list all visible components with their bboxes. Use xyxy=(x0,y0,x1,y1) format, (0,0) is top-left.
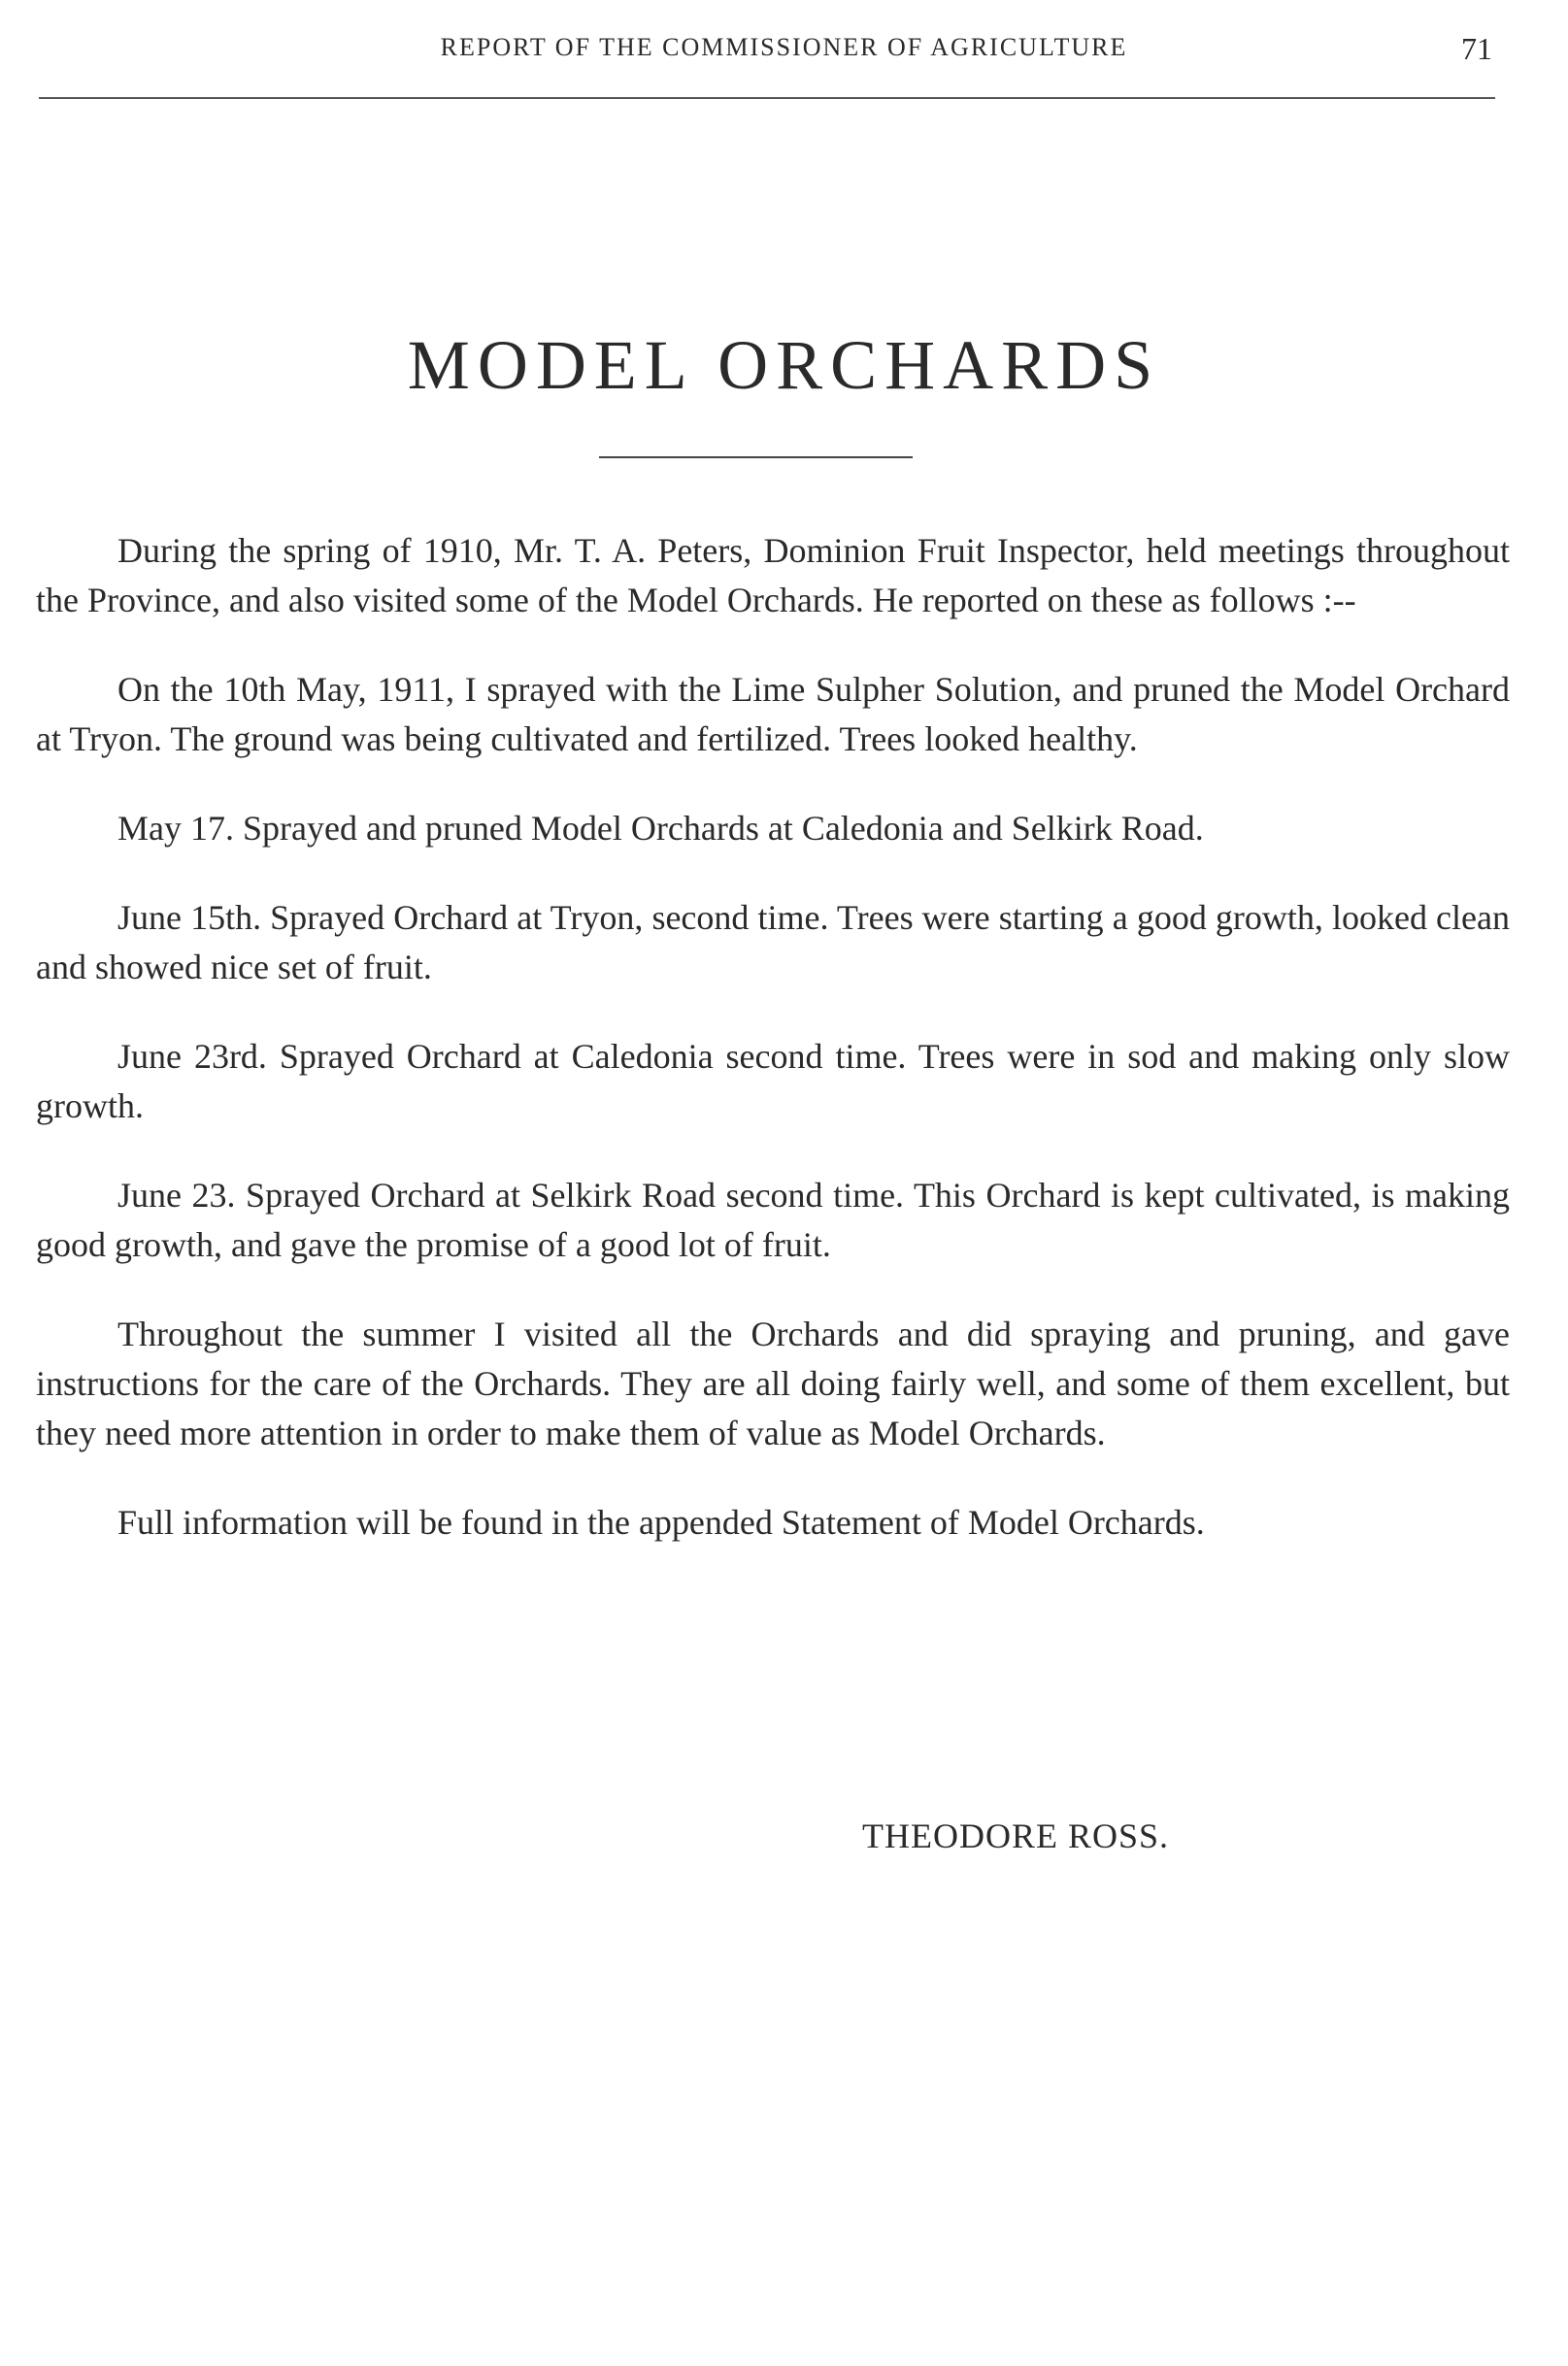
paragraph-may-17: May 17. Sprayed and pruned Model Orchards at Caledonia and Selkirk Road. xyxy=(117,809,1204,848)
page-number: 71 xyxy=(1461,31,1492,66)
body-text xyxy=(36,526,1510,1587)
paragraph-full-information: Full information will be found in the appended Statement of Model Orchards. xyxy=(117,1503,1205,1542)
paragraph-may-10: On the 10th May, 1911, I sprayed with the Lime Sulpher Solution, and pruned the Model Orchard at Tryon. The ground was being cultivated and fertilized. Trees looked healthy. xyxy=(36,670,1510,758)
paragraph-summer: Throughout the summer I visited all the Orchards and did spraying and pruning, and gave instructions for the care of the Orchards. They are all doing fairly well, and some of them excellent, but they need more attention in order to make them of value as Model Orchards. xyxy=(36,1315,1510,1452)
paragraph-june-23rd: June 23rd. Sprayed Orchard at Caledonia second time. Trees were in sod and making only slow growth. xyxy=(36,1037,1510,1125)
paragraph-intro: During the spring of 1910, Mr. T. A. Peters, Dominion Fruit Inspector, held meetings throughout the Province, and also visited some of the Model Orchards. He reported on these as follows :-- xyxy=(36,531,1510,619)
header-rule xyxy=(39,97,1495,99)
running-title: REPORT OF THE COMMISSIONER OF AGRICULTURE xyxy=(440,33,1128,61)
title-rule xyxy=(599,456,913,458)
paragraph-june-15: June 15th. Sprayed Orchard at Tryon, second time. Trees were starting a good growth, looked clean and showed nice set of fruit. xyxy=(36,898,1510,986)
signature: THEODORE ROSS. xyxy=(862,1816,1170,1855)
running-head xyxy=(0,33,1568,72)
page-title: MODEL ORCHARDS xyxy=(407,326,1161,404)
paragraph-june-23: June 23. Sprayed Orchard at Selkirk Road second time. This Orchard is kept cultivated, is making good growth, and gave the promise of a good lot of fruit. xyxy=(36,1176,1510,1264)
